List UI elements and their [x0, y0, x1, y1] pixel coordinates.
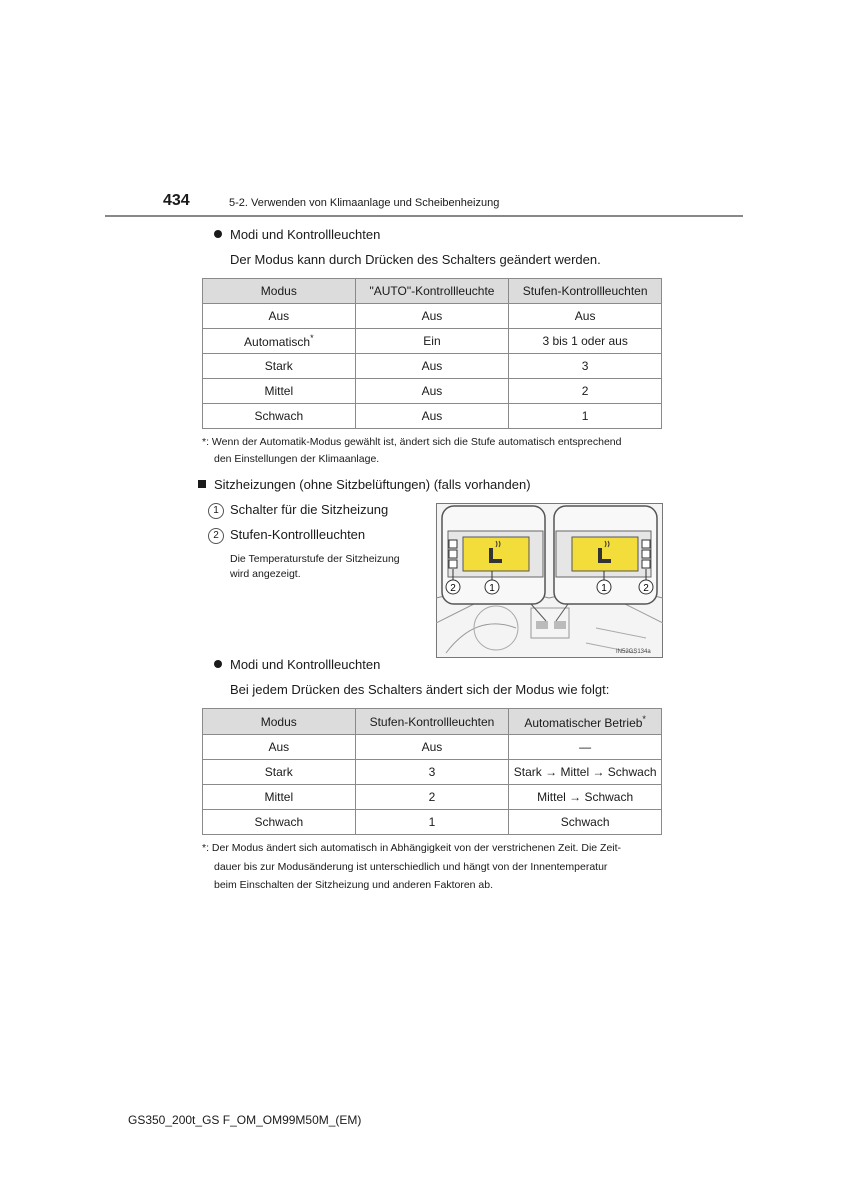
- callout-2-left: 2: [450, 583, 456, 594]
- table-cell: Aus: [355, 404, 509, 429]
- mode-table-1: [202, 278, 662, 429]
- page-number: 434: [163, 192, 190, 209]
- table-cell: Aus: [203, 735, 356, 760]
- bullet-label: Modi und Kontrollleuchten: [230, 657, 381, 672]
- table-cell: Stark: [203, 760, 356, 785]
- table-row: [203, 735, 662, 760]
- table-row: [203, 785, 662, 810]
- mode-table-2: [202, 708, 662, 835]
- footnote-text: : Wenn der Automatik-Modus gewählt ist, ändert sich die Stufe automatisch entsprechend: [206, 436, 622, 448]
- table-cell: 2: [509, 379, 662, 404]
- footnote-mark: *: [202, 842, 207, 854]
- footnote-2-line2: dauer bis zur Modusänderung ist unterschiedlich und hängt von der Innentemperatur: [214, 861, 608, 873]
- section-heading: [198, 477, 531, 492]
- table-header-row: [203, 279, 662, 304]
- table-cell: Stark: [203, 354, 356, 379]
- legend-text: Stufen-Kontrollleuchten: [230, 527, 366, 542]
- table-cell: Mittel: [203, 785, 356, 810]
- header-rule: [105, 215, 743, 217]
- table-cell: —: [509, 735, 662, 760]
- table-header: Stufen-Kontrollleuchten: [355, 709, 509, 735]
- table-header: Stufen-Kontrollleuchten: [509, 279, 662, 304]
- bullet-dot-icon: [214, 230, 222, 238]
- desc-line1: Die Temperaturstufe der Sitzheizung: [230, 553, 400, 565]
- table-cell: Aus: [509, 304, 662, 329]
- bullet-dot-icon: [214, 660, 222, 668]
- callout-2-right: 2: [643, 583, 649, 594]
- callout-number-icon: 2: [208, 528, 224, 544]
- table-header: "AUTO"-Kontrollleuchte: [355, 279, 509, 304]
- table-cell: Schwach: [203, 810, 356, 835]
- table-cell: 3 bis 1 oder aus: [509, 329, 662, 354]
- table-header: Modus: [203, 709, 356, 735]
- legend-text: Schalter für die Sitzheizung: [230, 502, 389, 517]
- header-text: Automatischer Betrieb: [524, 715, 643, 730]
- table-cell: Stark → Mittel → Schwach: [509, 760, 662, 785]
- table-cell: 1: [509, 404, 662, 429]
- callout-1-right: 1: [601, 583, 607, 594]
- heading-text: Sitzheizungen (ohne Sitzbelüftungen) (falls vorhanden): [214, 477, 531, 492]
- table-header-row: [203, 709, 662, 735]
- table-cell: Ein: [355, 329, 509, 354]
- image-code: IN52GS134a: [616, 649, 651, 655]
- table-row: [203, 329, 662, 354]
- desc-line2: wird angezeigt.: [230, 568, 301, 580]
- table-cell: Aus: [355, 379, 509, 404]
- table-cell: 1: [355, 810, 509, 835]
- seat-heater-illustration: [436, 503, 663, 658]
- footnote-mark: *: [202, 436, 207, 448]
- table-cell: [203, 329, 356, 354]
- table-cell: 3: [509, 354, 662, 379]
- table-cell: Schwach: [509, 810, 662, 835]
- table-header: Modus: [203, 279, 356, 304]
- footnote-text: : Der Modus ändert sich automatisch in Abhängigkeit von der verstrichenen Zeit. Die Zeit-: [206, 842, 622, 854]
- footnote-2-line1: [202, 840, 621, 856]
- table-cell: Aus: [355, 735, 509, 760]
- section-title: 5-2. Verwenden von Klimaanlage und Scheibenheizung: [229, 197, 500, 209]
- footnote-1-line1: [202, 434, 621, 450]
- table-row: [203, 379, 662, 404]
- callout-1-left: 1: [489, 583, 495, 594]
- table-cell: Mittel → Schwach: [509, 785, 662, 810]
- table-cell: 2: [355, 785, 509, 810]
- table-cell: 3: [355, 760, 509, 785]
- table-row: [203, 810, 662, 835]
- callout-number-icon: 1: [208, 503, 224, 519]
- paragraph-2: Bei jedem Drücken des Schalters ändert sich der Modus wie folgt:: [230, 682, 610, 697]
- table-cell: Schwach: [203, 404, 356, 429]
- table-row: [203, 404, 662, 429]
- asterisk-mark: *: [310, 333, 314, 343]
- cell-text: Automatisch: [244, 335, 311, 349]
- table-cell: Aus: [203, 304, 356, 329]
- footnote-2-line3: beim Einschalten der Sitzheizung und anderen Faktoren ab.: [214, 879, 494, 891]
- footnote-1-line2: den Einstellungen der Klimaanlage.: [214, 453, 380, 465]
- square-bullet-icon: [198, 480, 206, 488]
- paragraph-1: Der Modus kann durch Drücken des Schalters geändert werden.: [230, 252, 601, 267]
- table-header: [509, 709, 662, 735]
- bullet-modes-2: [214, 657, 380, 672]
- document-id: GS350_200t_GS F_OM_OM99M50M_(EM): [128, 1113, 362, 1127]
- legend-item-1: [208, 502, 388, 519]
- legend-item-2: [208, 527, 365, 544]
- table-cell: Aus: [355, 304, 509, 329]
- table-row: [203, 760, 662, 785]
- bullet-modes-1: [214, 227, 380, 242]
- table-row: [203, 354, 662, 379]
- asterisk-mark: *: [642, 713, 646, 724]
- table-cell: Aus: [355, 354, 509, 379]
- table-row: [203, 304, 662, 329]
- table-cell: Mittel: [203, 379, 356, 404]
- bullet-label: Modi und Kontrollleuchten: [230, 227, 381, 242]
